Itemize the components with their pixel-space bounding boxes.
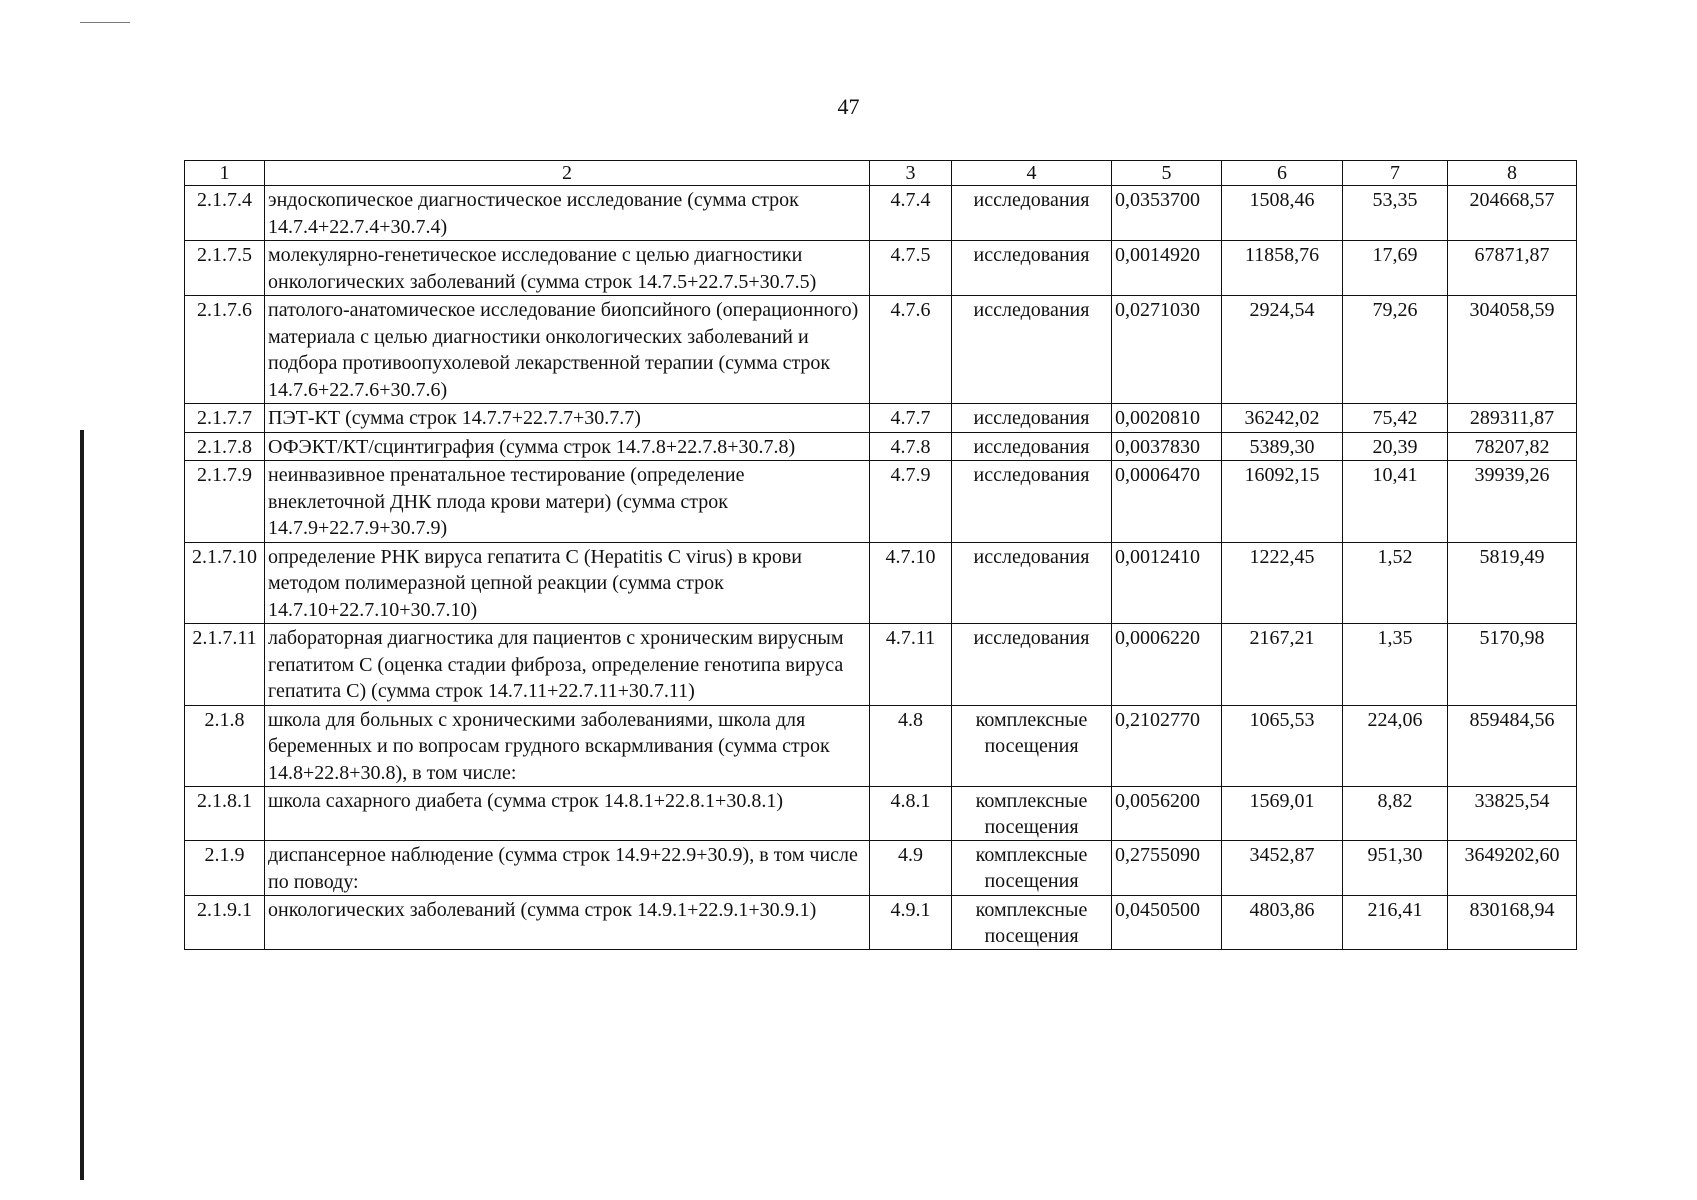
row-code-cell: 2.1.7.7 [185,404,265,433]
row-code-cell: 2.1.7.9 [185,461,265,543]
row-total-cell: 5170,98 [1448,624,1577,706]
row-line-number-cell: 4.8 [870,705,952,787]
row-line-number-cell: 4.7.4 [870,186,952,241]
row-norm-cell: 0,0353700 [1112,186,1222,241]
table-row [185,241,1577,296]
row-description-cell: определение РНК вируса гепатита С (Hepatitis C virus) в крови методом полимеразной цепной реакции (сумма строк 14.7.10+22.7.10+30.7.10) [265,542,870,624]
header-cell: 2 [265,161,870,186]
row-description-cell: ОФЭКТ/КТ/сцинтиграфия (сумма строк 14.7.8+22.7.8+30.7.8) [265,432,870,461]
row-total-cell: 204668,57 [1448,186,1577,241]
row-norm-cell: 0,0450500 [1112,896,1222,950]
row-norm-cell: 0,0012410 [1112,542,1222,624]
header-cell: 1 [185,161,265,186]
row-description-cell: ПЭТ-КТ (сумма строк 14.7.7+22.7.7+30.7.7) [265,404,870,433]
row-code-cell: 2.1.8.1 [185,787,265,841]
table-row [185,624,1577,706]
row-line-number-cell: 4.7.11 [870,624,952,706]
row-line-number-cell: 4.7.8 [870,432,952,461]
header-cell: 7 [1343,161,1448,186]
row-code-cell: 2.1.9 [185,841,265,896]
row-code-cell: 2.1.7.6 [185,296,265,404]
table-row [185,461,1577,543]
row-cost-cell: 2167,21 [1222,624,1343,706]
row-description-cell: онкологических заболеваний (сумма строк 14.9.1+22.9.1+30.9.1) [265,896,870,950]
row-description-cell: молекулярно-генетическое исследование с целью диагностики онкологических заболеваний (сумма строк 14.7.5+22.7.5+30.7.5) [265,241,870,296]
row-unit-cell: исследования [952,542,1112,624]
row-per-capita-cell: 224,06 [1343,705,1448,787]
row-cost-cell: 2924,54 [1222,296,1343,404]
row-code-cell: 2.1.7.4 [185,186,265,241]
table-row [185,787,1577,841]
row-line-number-cell: 4.9.1 [870,896,952,950]
row-cost-cell: 11858,76 [1222,241,1343,296]
row-line-number-cell: 4.8.1 [870,787,952,841]
row-per-capita-cell: 10,41 [1343,461,1448,543]
header-cell: 6 [1222,161,1343,186]
row-per-capita-cell: 53,35 [1343,186,1448,241]
row-total-cell: 830168,94 [1448,896,1577,950]
row-line-number-cell: 4.7.7 [870,404,952,433]
row-unit-cell: исследования [952,296,1112,404]
row-total-cell: 3649202,60 [1448,841,1577,896]
row-code-cell: 2.1.7.10 [185,542,265,624]
row-cost-cell: 1508,46 [1222,186,1343,241]
row-code-cell: 2.1.7.11 [185,624,265,706]
row-norm-cell: 0,0006220 [1112,624,1222,706]
row-total-cell: 289311,87 [1448,404,1577,433]
row-total-cell: 859484,56 [1448,705,1577,787]
row-per-capita-cell: 20,39 [1343,432,1448,461]
row-total-cell: 67871,87 [1448,241,1577,296]
header-cell: 3 [870,161,952,186]
row-norm-cell: 0,2102770 [1112,705,1222,787]
row-norm-cell: 0,0056200 [1112,787,1222,841]
page-number: 47 [837,94,860,119]
header-row [185,161,1577,186]
row-line-number-cell: 4.9 [870,841,952,896]
row-per-capita-cell: 8,82 [1343,787,1448,841]
row-cost-cell: 1065,53 [1222,705,1343,787]
row-total-cell: 78207,82 [1448,432,1577,461]
row-total-cell: 33825,54 [1448,787,1577,841]
row-norm-cell: 0,0014920 [1112,241,1222,296]
row-line-number-cell: 4.7.10 [870,542,952,624]
row-per-capita-cell: 216,41 [1343,896,1448,950]
row-unit-cell: исследования [952,432,1112,461]
table-row [185,296,1577,404]
row-norm-cell: 0,0037830 [1112,432,1222,461]
row-per-capita-cell: 79,26 [1343,296,1448,404]
table-row [185,705,1577,787]
row-description-cell: школа сахарного диабета (сумма строк 14.8.1+22.8.1+30.8.1) [265,787,870,841]
row-unit-cell: комплексные посещения [952,787,1112,841]
row-unit-cell: исследования [952,461,1112,543]
row-description-cell: лабораторная диагностика для пациентов с хроническим вирусным гепатитом С (оценка стадии фиброза, определение генотипа вируса гепатита С) (сумма строк 14.7.11+22.7.11+30.7.11) [265,624,870,706]
table-row [185,432,1577,461]
row-line-number-cell: 4.7.6 [870,296,952,404]
row-per-capita-cell: 1,35 [1343,624,1448,706]
header-cell: 8 [1448,161,1577,186]
row-code-cell: 2.1.9.1 [185,896,265,950]
row-description-cell: патолого-анатомическое исследование биопсийного (операционного) материала с целью диагностики онкологических заболеваний и подбора противоопухолевой лекарственной терапии (сумма строк 14.7.6+22.7.6+30.7.6) [265,296,870,404]
table-row [185,841,1577,896]
row-description-cell: школа для больных с хроническими заболеваниями, школа для беременных и по вопросам грудного вскармливания (сумма строк 14.8+22.8+30.8), в том числе: [265,705,870,787]
top-margin-rule [80,22,130,23]
row-cost-cell: 3452,87 [1222,841,1343,896]
row-description-cell: диспансерное наблюдение (сумма строк 14.9+22.9+30.9), в том числе по поводу: [265,841,870,896]
row-cost-cell: 1222,45 [1222,542,1343,624]
row-unit-cell: исследования [952,624,1112,706]
row-line-number-cell: 4.7.5 [870,241,952,296]
row-total-cell: 5819,49 [1448,542,1577,624]
row-unit-cell: комплексные посещения [952,841,1112,896]
row-norm-cell: 0,0020810 [1112,404,1222,433]
data-table [184,160,1577,950]
row-per-capita-cell: 951,30 [1343,841,1448,896]
table-row [185,896,1577,950]
table-row [185,404,1577,433]
row-per-capita-cell: 1,52 [1343,542,1448,624]
scan-margin-bar [80,430,84,1180]
row-per-capita-cell: 75,42 [1343,404,1448,433]
row-cost-cell: 36242,02 [1222,404,1343,433]
row-unit-cell: исследования [952,404,1112,433]
table-row [185,542,1577,624]
row-cost-cell: 16092,15 [1222,461,1343,543]
row-code-cell: 2.1.7.5 [185,241,265,296]
row-cost-cell: 1569,01 [1222,787,1343,841]
header-cell: 5 [1112,161,1222,186]
row-line-number-cell: 4.7.9 [870,461,952,543]
row-unit-cell: комплексные посещения [952,896,1112,950]
row-cost-cell: 4803,86 [1222,896,1343,950]
header-cell: 4 [952,161,1112,186]
row-unit-cell: комплексные посещения [952,705,1112,787]
row-unit-cell: исследования [952,186,1112,241]
row-total-cell: 304058,59 [1448,296,1577,404]
row-description-cell: неинвазивное пренатальное тестирование (определение внеклеточной ДНК плода крови матери) (сумма строк 14.7.9+22.7.9+30.7.9) [265,461,870,543]
row-unit-cell: исследования [952,241,1112,296]
table-row [185,186,1577,241]
row-code-cell: 2.1.7.8 [185,432,265,461]
row-norm-cell: 0,0271030 [1112,296,1222,404]
row-description-cell: эндоскопическое диагностическое исследование (сумма строк 14.7.4+22.7.4+30.7.4) [265,186,870,241]
row-norm-cell: 0,2755090 [1112,841,1222,896]
row-total-cell: 39939,26 [1448,461,1577,543]
row-norm-cell: 0,0006470 [1112,461,1222,543]
row-per-capita-cell: 17,69 [1343,241,1448,296]
row-code-cell: 2.1.8 [185,705,265,787]
row-cost-cell: 5389,30 [1222,432,1343,461]
